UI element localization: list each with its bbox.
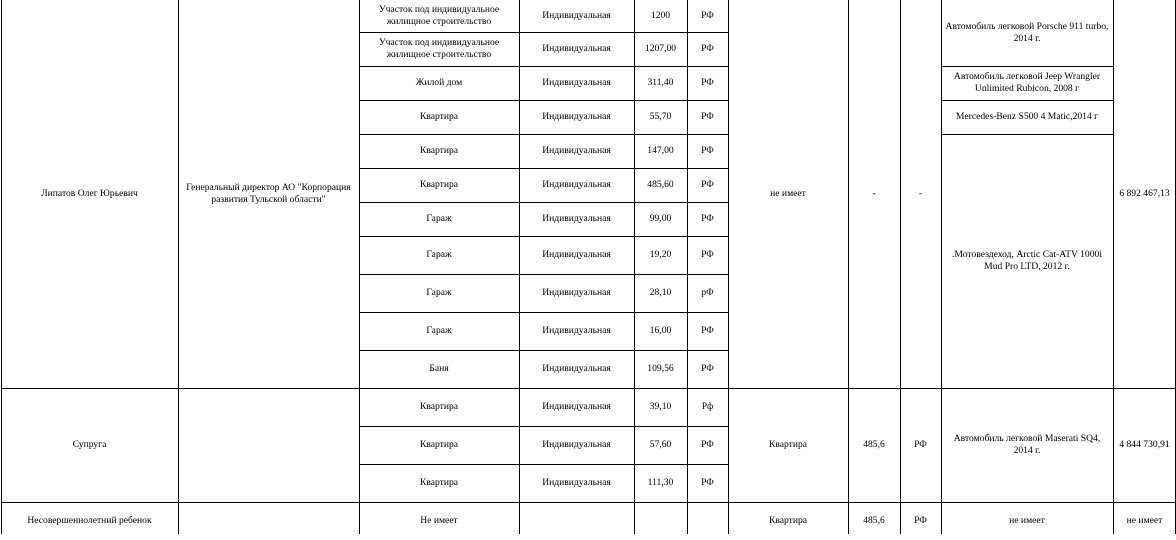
cell-name-spouse: Супруга xyxy=(72,439,107,450)
cell-ownership: Индивидуальная xyxy=(542,401,611,412)
grid-line xyxy=(687,0,688,534)
cell-owned-type: Гараж xyxy=(426,287,452,298)
cell-used-area-child: 485,6 xyxy=(863,515,885,526)
cell-owned-type: Квартира xyxy=(419,179,459,190)
cell-used-type-child: Квартира xyxy=(768,515,808,526)
grid-line xyxy=(848,0,849,534)
cell-vehicle-child: не имеет xyxy=(1009,515,1045,526)
grid-line xyxy=(941,66,1114,67)
cell-income-lipatov: 6 892 467,13 xyxy=(1119,188,1170,199)
grid-line xyxy=(359,350,729,351)
cell-owned-type: Квартира xyxy=(419,111,459,122)
cell-ownership: Индивидуальная xyxy=(542,111,611,122)
cell-ownership: Индивидуальная xyxy=(542,287,611,298)
cell-income-child: не имеет xyxy=(1126,515,1163,526)
grid-line xyxy=(359,0,360,534)
cell-area: 311,40 xyxy=(647,77,674,88)
cell-name-child: Несовершеннолетний ребенок xyxy=(27,515,152,526)
cell-owned-type: Квартира xyxy=(419,401,459,412)
cell-owned-type: Жилой дом xyxy=(415,77,463,88)
cell-owned-type: Участок под индивидуальное жилищное строительство xyxy=(378,4,500,27)
cell-area: 485,60 xyxy=(647,179,674,190)
cell-income-spouse: 4 844 730,91 xyxy=(1119,439,1170,450)
cell-used-country-child: РФ xyxy=(914,515,927,526)
grid-line xyxy=(634,0,635,534)
grid-line xyxy=(359,168,729,169)
cell-vehicle-spouse: Автомобиль легковой Maserati SQ4, 2014 г. xyxy=(953,433,1101,456)
cell-country: РФ xyxy=(701,477,714,488)
cell-ownership: Индивидуальная xyxy=(542,249,611,260)
cell-vehicle: Автомобиль легковой Porsche 911 turbo, 2014 г. xyxy=(945,21,1109,44)
grid-line xyxy=(359,426,729,427)
cell-position-lipatov: Генеральный директор АО "Корпорация развития Тульской области" xyxy=(186,182,351,205)
cell-owned-type: Квартира xyxy=(419,145,459,156)
cell-owned-type: Гараж xyxy=(426,249,452,260)
cell-country: РФ xyxy=(701,325,714,336)
cell-area: 55,70 xyxy=(649,111,672,122)
cell-country: РФ xyxy=(701,145,714,156)
cell-vehicle: .Мотовездеход, Arctic Cat-ATV 1000i Mud Pro LTD, 2012 г. xyxy=(952,249,1102,272)
cell-used-type-lipatov: не имеет xyxy=(770,188,806,199)
cell-country: РФ xyxy=(701,179,714,190)
cell-country: РФ xyxy=(701,43,714,54)
cell-used-area-lipatov: - xyxy=(872,188,876,199)
cell-ownership-child xyxy=(519,502,634,540)
cell-area: 1200 xyxy=(650,10,671,21)
cell-area-child xyxy=(634,502,687,540)
cell-position-child xyxy=(178,502,359,540)
cell-owned-type: Участок под индивидуальное жилищное строительство xyxy=(378,37,500,60)
grid-line xyxy=(359,464,729,465)
cell-name-lipatov: Липатов Олег Юрьевич xyxy=(41,188,138,199)
cell-area: 16,00 xyxy=(649,325,672,336)
grid-line xyxy=(359,100,729,101)
cell-ownership: Индивидуальная xyxy=(542,363,611,374)
cell-country-child xyxy=(687,502,728,540)
grid-line xyxy=(1113,0,1114,534)
grid-line xyxy=(1,0,2,534)
grid-line xyxy=(941,134,1114,135)
cell-vehicle: Автомобиль легковой Jeep Wrangler Unlimited Rubicon, 2008 г xyxy=(953,71,1101,94)
cell-country: РФ xyxy=(701,111,714,122)
grid-line xyxy=(519,0,520,534)
cell-owned-type: Гараж xyxy=(426,213,452,224)
cell-area: 109,56 xyxy=(647,363,674,374)
grid-line xyxy=(728,0,729,534)
cell-area: 57,60 xyxy=(649,439,672,450)
grid-line xyxy=(359,134,729,135)
cell-country: РФ xyxy=(701,249,714,260)
cell-area: 111,30 xyxy=(647,477,674,488)
cell-area: 28,10 xyxy=(649,287,672,298)
grid-line xyxy=(900,0,901,534)
cell-country: РФ xyxy=(701,77,714,88)
grid-line xyxy=(1,388,1176,389)
cell-country: РФ xyxy=(701,363,714,374)
cell-used-country-lipatov: - xyxy=(918,188,923,199)
cell-area: 19,20 xyxy=(649,249,672,260)
cell-ownership: Индивидуальная xyxy=(542,439,611,450)
cell-ownership: Индивидуальная xyxy=(542,325,611,336)
cell-vehicle: Mercedes-Benz S500 4 Matic,2014 г xyxy=(955,111,1099,122)
cell-ownership: Индивидуальная xyxy=(542,179,611,190)
cell-position-spouse xyxy=(178,388,359,502)
cell-owned-type: Квартира xyxy=(419,477,459,488)
grid-line xyxy=(178,0,179,534)
cell-country: РФ xyxy=(701,10,714,21)
cell-used-type-spouse: Квартира xyxy=(768,439,808,450)
cell-country: Рф xyxy=(701,401,714,412)
cell-area: 1207,00 xyxy=(644,43,677,54)
cell-ownership: Индивидуальная xyxy=(542,477,611,488)
cell-ownership: Индивидуальная xyxy=(542,43,611,54)
grid-line xyxy=(359,274,729,275)
grid-line xyxy=(359,32,729,33)
cell-owned-type: Баня xyxy=(429,363,449,374)
grid-line xyxy=(941,100,1114,101)
cell-used-country-spouse: РФ xyxy=(914,439,927,450)
cell-used-area-spouse: 485,6 xyxy=(863,439,885,450)
cell-country: РФ xyxy=(701,213,714,224)
cell-ownership: Индивидуальная xyxy=(542,145,611,156)
grid-line xyxy=(941,0,942,534)
grid-line xyxy=(359,202,729,203)
grid-line xyxy=(1,502,1176,503)
cell-owned-type-child: Не имеет xyxy=(420,515,458,526)
cell-area: 39,10 xyxy=(649,401,672,412)
cell-owned-type: Гараж xyxy=(426,325,452,336)
cell-ownership: Индивидуальная xyxy=(542,10,611,21)
grid-line xyxy=(359,312,729,313)
cell-area: 99,00 xyxy=(649,213,672,224)
cell-owned-type: Квартира xyxy=(419,439,459,450)
grid-line xyxy=(359,66,729,67)
cell-area: 147,00 xyxy=(647,145,674,156)
cell-ownership: Индивидуальная xyxy=(542,213,611,224)
cell-country: РФ xyxy=(701,439,714,450)
grid-line xyxy=(359,236,729,237)
cell-ownership: Индивидуальная xyxy=(542,77,611,88)
cell-country: рФ xyxy=(701,287,714,298)
